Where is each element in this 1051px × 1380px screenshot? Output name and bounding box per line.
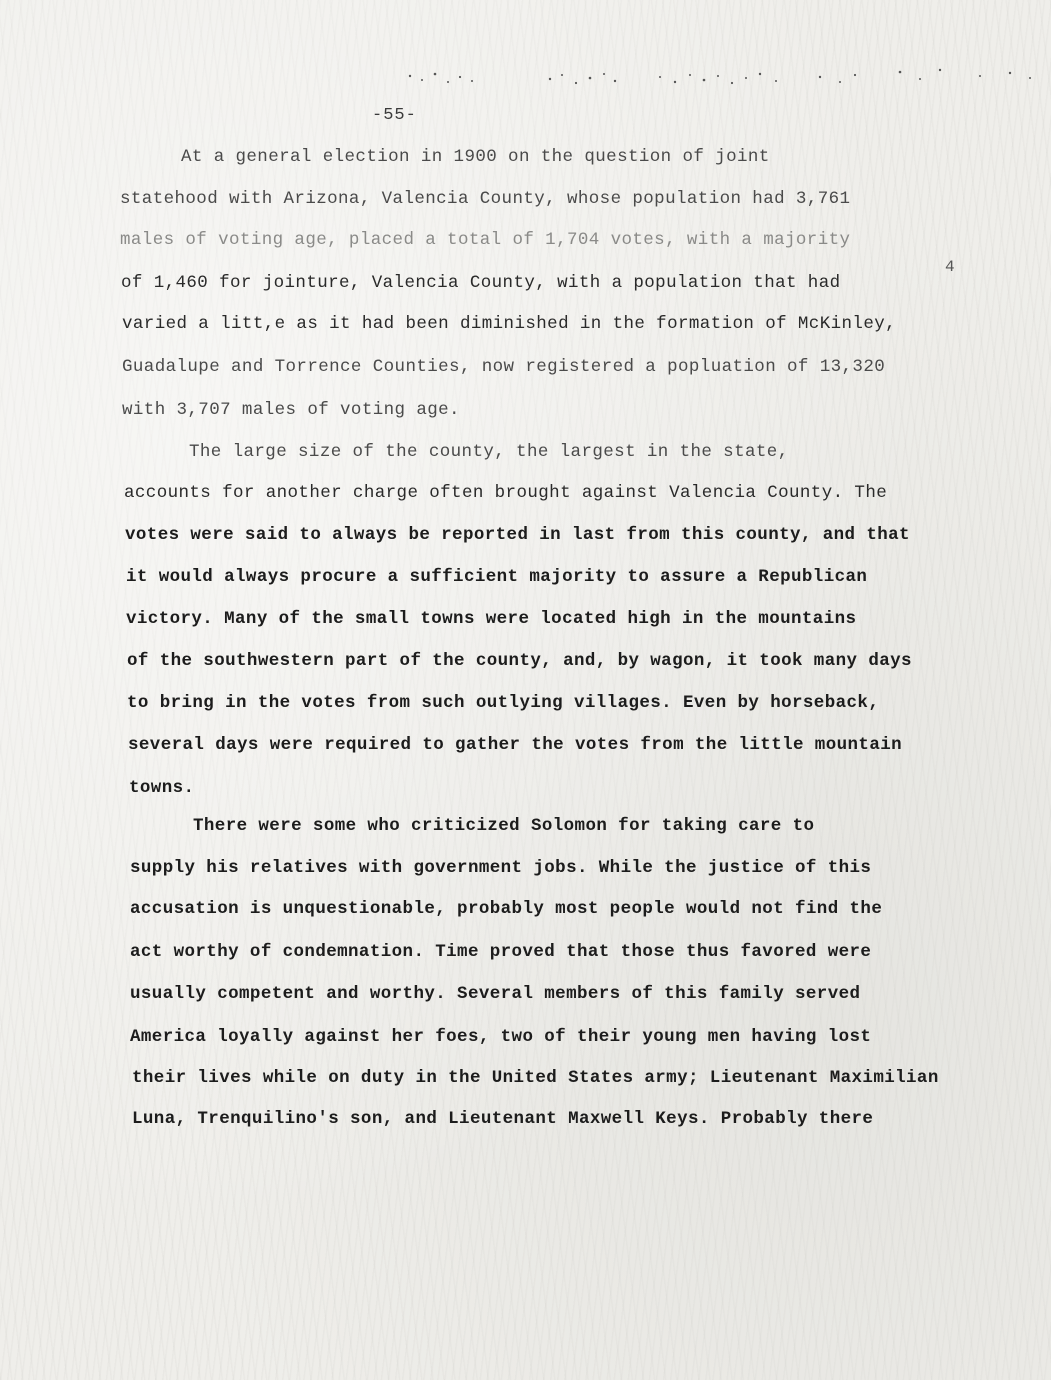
paragraph-1-line-7: with 3,707 males of voting age. [122,400,460,420]
paragraph-3-line-4: act worthy of condemnation. Time proved that those thus favored were [130,942,872,962]
paragraph-2-line-8: several days were required to gather the votes from the little mountain [128,735,903,755]
paragraph-1-line-1: At a general election in 1900 on the question of joint [181,147,770,167]
paragraph-2-line-6: of the southwestern part of the county, and, by wagon, it took many days [127,651,912,671]
paragraph-2-line-1: The large size of the county, the largest in the state, [189,442,789,462]
paragraph-1-line-2: statehood with Arizona, Valencia County, whose population had 3,761 [120,189,851,209]
paragraph-3-line-7: their lives while on duty in the United States army; Lieutenant Maximilian [132,1068,939,1088]
paragraph-3-line-5: usually competent and worthy. Several members of this family served [130,984,861,1004]
page-number: -55- [372,106,417,125]
paragraph-2-line-2: accounts for another charge often brought against Valencia County. The [124,483,888,503]
paragraph-3-line-6: America loyally against her foes, two of their young men having lost [130,1027,872,1047]
paragraph-3-line-3: accusation is unquestionable, probably most people would not find the [130,899,883,919]
paragraph-1-line-4: of 1,460 for jointure, Valencia County, with a population that had [121,273,841,293]
paragraph-1-line-6: Guadalupe and Torrence Counties, now registered a popluation of 13,320 [122,357,886,377]
paragraph-2-line-9: towns. [129,778,195,798]
paragraph-2-line-3: votes were said to always be reported in last from this county, and that [125,525,910,545]
margin-mark: 4 [945,258,955,276]
paragraph-3-line-2: supply his relatives with government jobs. While the justice of this [130,858,872,878]
paragraph-3-line-1: There were some who criticized Solomon for taking care to [193,816,815,836]
paragraph-1-line-3: males of voting age, placed a total of 1,704 votes, with a majority [120,230,851,250]
paragraph-3-line-8: Luna, Trenquilino's son, and Lieutenant Maxwell Keys. Probably there [132,1109,874,1129]
paragraph-2-line-7: to bring in the votes from such outlying villages. Even by horseback, [127,693,880,713]
ink-specks [400,62,1040,92]
paragraph-1-line-5: varied a litt,e as it had been diminished in the formation of McKinley, [122,314,897,334]
paragraph-2-line-4: it would always procure a sufficient majority to assure a Republican [126,567,868,587]
paragraph-2-line-5: victory. Many of the small towns were located high in the mountains [126,609,857,629]
